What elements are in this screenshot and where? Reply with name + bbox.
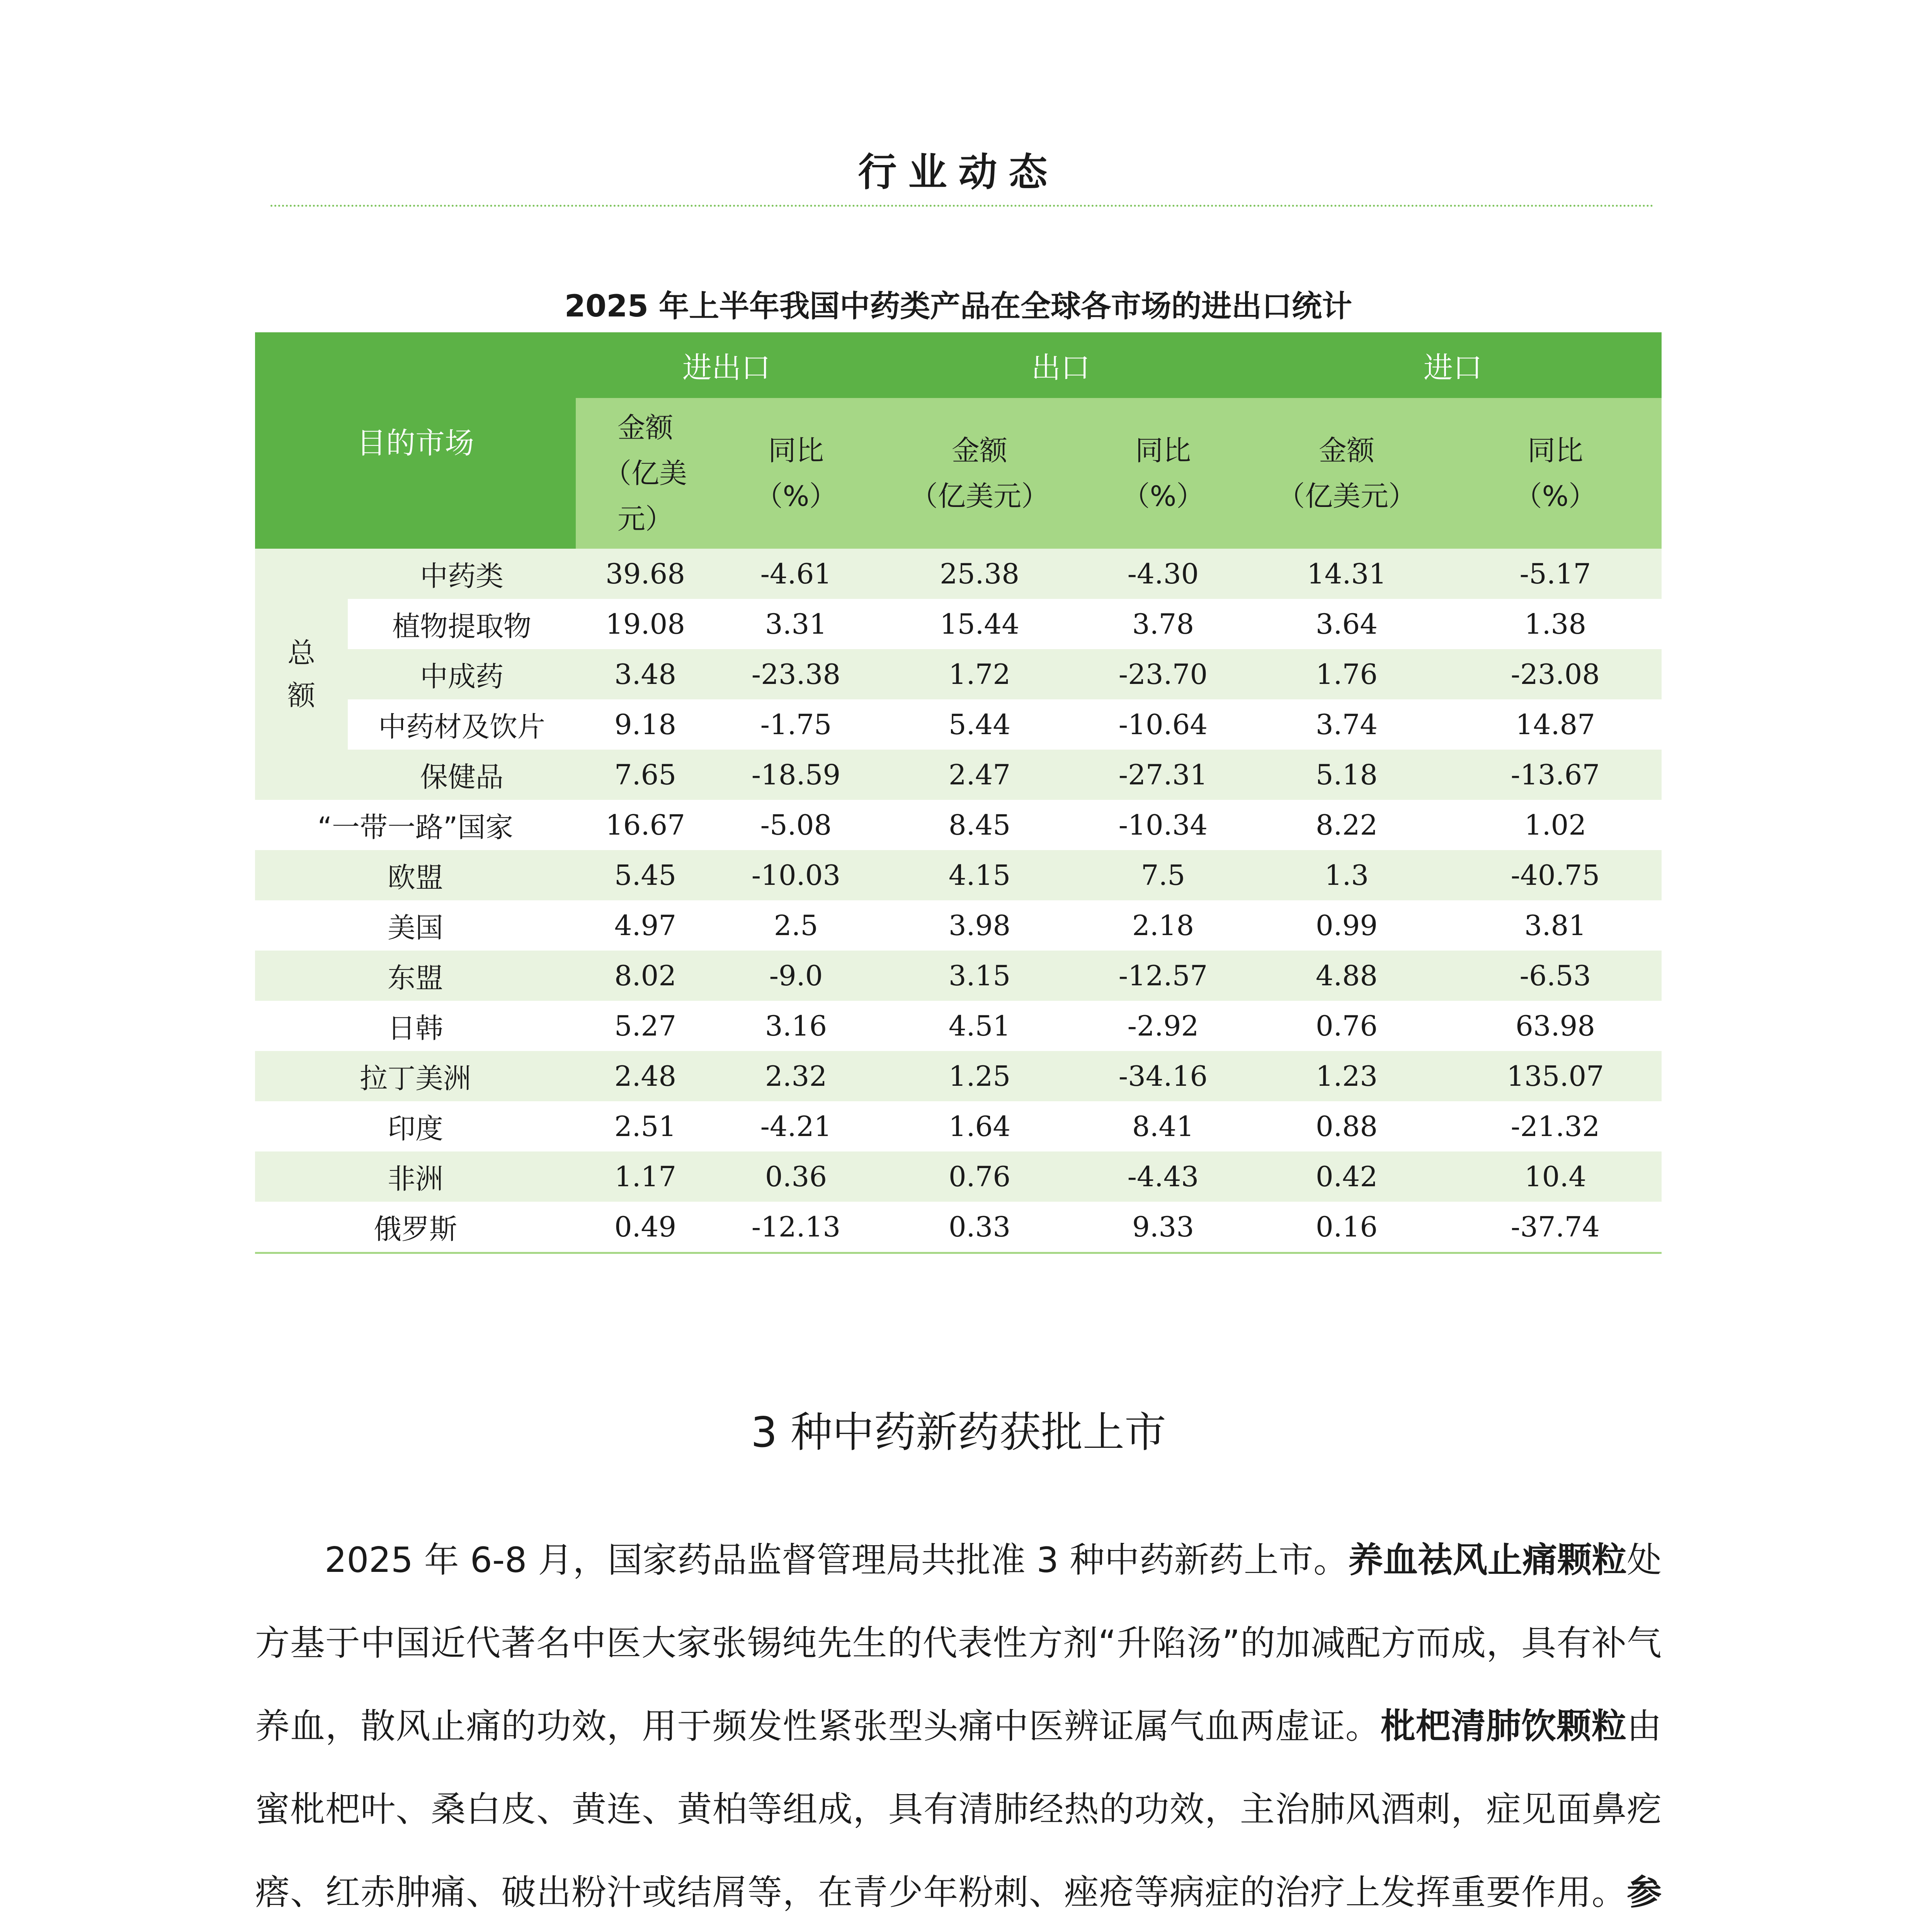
- market-name: 拉丁美洲: [255, 1051, 576, 1101]
- value-cell: 15.44: [877, 599, 1082, 649]
- value-cell: 9.33: [1082, 1202, 1244, 1253]
- value-cell: -2.92: [1082, 1001, 1244, 1051]
- value-cell: 9.18: [576, 699, 715, 750]
- value-cell: -12.57: [1082, 951, 1244, 1001]
- value-cell: 63.98: [1449, 1001, 1662, 1051]
- table-row: [255, 649, 1662, 699]
- value-cell: -27.31: [1082, 750, 1244, 800]
- value-cell: 1.72: [877, 649, 1082, 699]
- group-header-import: 进口: [1244, 332, 1662, 398]
- market-name: “一带一路”国家: [255, 800, 576, 850]
- value-cell: -13.67: [1449, 750, 1662, 800]
- amount-header: 金额 （亿美元）: [1244, 398, 1449, 549]
- header-title: 行业动态: [858, 149, 1059, 195]
- value-cell: 3.16: [715, 1001, 877, 1051]
- value-cell: 4.88: [1244, 951, 1449, 1001]
- value-cell: 5.18: [1244, 750, 1449, 800]
- value-cell: 3.74: [1244, 699, 1449, 750]
- value-cell: -10.34: [1082, 800, 1244, 850]
- value-cell: 5.45: [576, 850, 715, 900]
- market-name: 中成药: [348, 649, 576, 699]
- value-cell: 39.68: [576, 549, 715, 599]
- value-cell: -4.30: [1082, 549, 1244, 599]
- value-cell: 0.49: [576, 1202, 715, 1253]
- market-name: 印度: [255, 1101, 576, 1151]
- value-cell: -9.0: [715, 951, 877, 1001]
- header-divider: [270, 205, 1654, 207]
- value-cell: 2.5: [715, 900, 877, 951]
- value-cell: 4.51: [877, 1001, 1082, 1051]
- table-row: [255, 1001, 1662, 1051]
- value-cell: 14.31: [1244, 549, 1449, 599]
- value-cell: -10.64: [1082, 699, 1244, 750]
- value-cell: -21.32: [1449, 1101, 1662, 1151]
- value-cell: -23.38: [715, 649, 877, 699]
- value-cell: 8.45: [877, 800, 1082, 850]
- market-name: 美国: [255, 900, 576, 951]
- trade-stats-table: [255, 332, 1662, 1254]
- value-cell: -23.08: [1449, 649, 1662, 699]
- market-name: 植物提取物: [348, 599, 576, 649]
- table-row: [255, 951, 1662, 1001]
- value-cell: 2.18: [1082, 900, 1244, 951]
- value-cell: 1.23: [1244, 1051, 1449, 1101]
- value-cell: 16.67: [576, 800, 715, 850]
- market-name: 中药类: [348, 549, 576, 599]
- value-cell: 0.42: [1244, 1151, 1449, 1202]
- table-row: [255, 900, 1662, 951]
- value-cell: -10.03: [715, 850, 877, 900]
- value-cell: 2.32: [715, 1051, 877, 1101]
- value-cell: 1.25: [877, 1051, 1082, 1101]
- value-cell: 2.48: [576, 1051, 715, 1101]
- value-cell: -6.53: [1449, 951, 1662, 1001]
- value-cell: 5.44: [877, 699, 1082, 750]
- drug-name: 参: [1627, 1872, 1662, 1913]
- value-cell: 3.81: [1449, 900, 1662, 951]
- value-cell: 10.4: [1449, 1151, 1662, 1202]
- value-cell: 0.16: [1244, 1202, 1449, 1253]
- value-cell: 4.97: [576, 900, 715, 951]
- table-row: [255, 1151, 1662, 1202]
- value-cell: 3.48: [576, 649, 715, 699]
- value-cell: 2.47: [877, 750, 1082, 800]
- market-header: 目的市场: [255, 332, 576, 549]
- value-cell: 1.17: [576, 1151, 715, 1202]
- value-cell: 1.38: [1449, 599, 1662, 649]
- value-cell: -5.08: [715, 800, 877, 850]
- total-label: 总 额: [255, 549, 348, 800]
- value-cell: 0.33: [877, 1202, 1082, 1253]
- yoy-header: 同比 （%）: [715, 398, 877, 549]
- value-cell: 0.99: [1244, 900, 1449, 951]
- table-row: [255, 1101, 1662, 1151]
- value-cell: 1.76: [1244, 649, 1449, 699]
- market-name: 日韩: [255, 1001, 576, 1051]
- value-cell: 25.38: [877, 549, 1082, 599]
- value-cell: 4.15: [877, 850, 1082, 900]
- value-cell: 1.3: [1244, 850, 1449, 900]
- value-cell: -4.61: [715, 549, 877, 599]
- value-cell: -1.75: [715, 699, 877, 750]
- amount-header: 金额 （亿美 元）: [576, 398, 715, 549]
- market-name: 非洲: [255, 1151, 576, 1202]
- value-cell: -40.75: [1449, 850, 1662, 900]
- value-cell: 3.98: [877, 900, 1082, 951]
- market-name: 中药材及饮片: [348, 699, 576, 750]
- group-header-export: 出口: [877, 332, 1244, 398]
- value-cell: 1.02: [1449, 800, 1662, 850]
- value-cell: 0.76: [877, 1151, 1082, 1202]
- value-cell: 7.65: [576, 750, 715, 800]
- table-row: [255, 599, 1662, 649]
- yoy-header: 同比 （%）: [1082, 398, 1244, 549]
- value-cell: 8.41: [1082, 1101, 1244, 1151]
- table-row: [255, 800, 1662, 850]
- value-cell: -12.13: [715, 1202, 877, 1253]
- market-name: 欧盟: [255, 850, 576, 900]
- market-name: 东盟: [255, 951, 576, 1001]
- value-cell: 8.22: [1244, 800, 1449, 850]
- table-row: [255, 850, 1662, 900]
- section-title: 3 种中药新药获批上市: [750, 1408, 1167, 1457]
- value-cell: 14.87: [1449, 699, 1662, 750]
- amount-header: 金额 （亿美元）: [877, 398, 1082, 549]
- value-cell: 5.27: [576, 1001, 715, 1051]
- value-cell: -4.21: [715, 1101, 877, 1151]
- value-cell: 7.5: [1082, 850, 1244, 900]
- value-cell: 2.51: [576, 1101, 715, 1151]
- value-cell: -34.16: [1082, 1051, 1244, 1101]
- market-name: 俄罗斯: [255, 1202, 576, 1253]
- value-cell: -5.17: [1449, 549, 1662, 599]
- value-cell: 1.64: [877, 1101, 1082, 1151]
- table-row: [255, 699, 1662, 750]
- value-cell: -4.43: [1082, 1151, 1244, 1202]
- value-cell: 3.64: [1244, 599, 1449, 649]
- value-cell: 0.88: [1244, 1101, 1449, 1151]
- group-header-total: 进出口: [576, 332, 877, 398]
- table-row: [255, 1202, 1662, 1253]
- value-cell: 19.08: [576, 599, 715, 649]
- table-row: [255, 750, 1662, 800]
- section-paragraph: 2025 年 6-8 月，国家药品监督管理局共批准 3 种中药新药上市。养血祛风止痛颗粒处方基于中国近代著名中医大家张锡纯先生的代表性方剂“升陷汤”的加减配方而成，具有补气养血，散风止痛的功效，用于频发性紧张型头痛中医辨证属气血两虚证。枇杷清肺饮颗粒由蜜枇杷叶、桑白皮、黄连、黄柏等组成，具有清肺经热的功效，主治肺风酒刺，症见面鼻疙瘩、红赤肿痛、破出粉汁或结屑等，在青少年粉刺、痤疮等病症的治疗上发挥重要作用。参: [255, 1519, 1662, 1932]
- value-cell: 3.15: [877, 951, 1082, 1001]
- value-cell: 3.31: [715, 599, 877, 649]
- value-cell: 0.76: [1244, 1001, 1449, 1051]
- value-cell: 3.78: [1082, 599, 1244, 649]
- table-row: [255, 549, 1662, 599]
- value-cell: 135.07: [1449, 1051, 1662, 1101]
- table1-caption: 2025 年上半年我国中药类产品在全球各市场的进出口统计: [564, 289, 1352, 324]
- value-cell: 0.36: [715, 1151, 877, 1202]
- value-cell: -37.74: [1449, 1202, 1662, 1253]
- yoy-header: 同比 （%）: [1449, 398, 1662, 549]
- table-row: [255, 1051, 1662, 1101]
- market-name: 保健品: [348, 750, 576, 800]
- value-cell: -23.70: [1082, 649, 1244, 699]
- drug-name: 枇杷清肺饮颗粒: [1380, 1706, 1627, 1747]
- drug-name: 养血祛风止痛颗粒: [1348, 1540, 1627, 1580]
- value-cell: 8.02: [576, 951, 715, 1001]
- value-cell: -18.59: [715, 750, 877, 800]
